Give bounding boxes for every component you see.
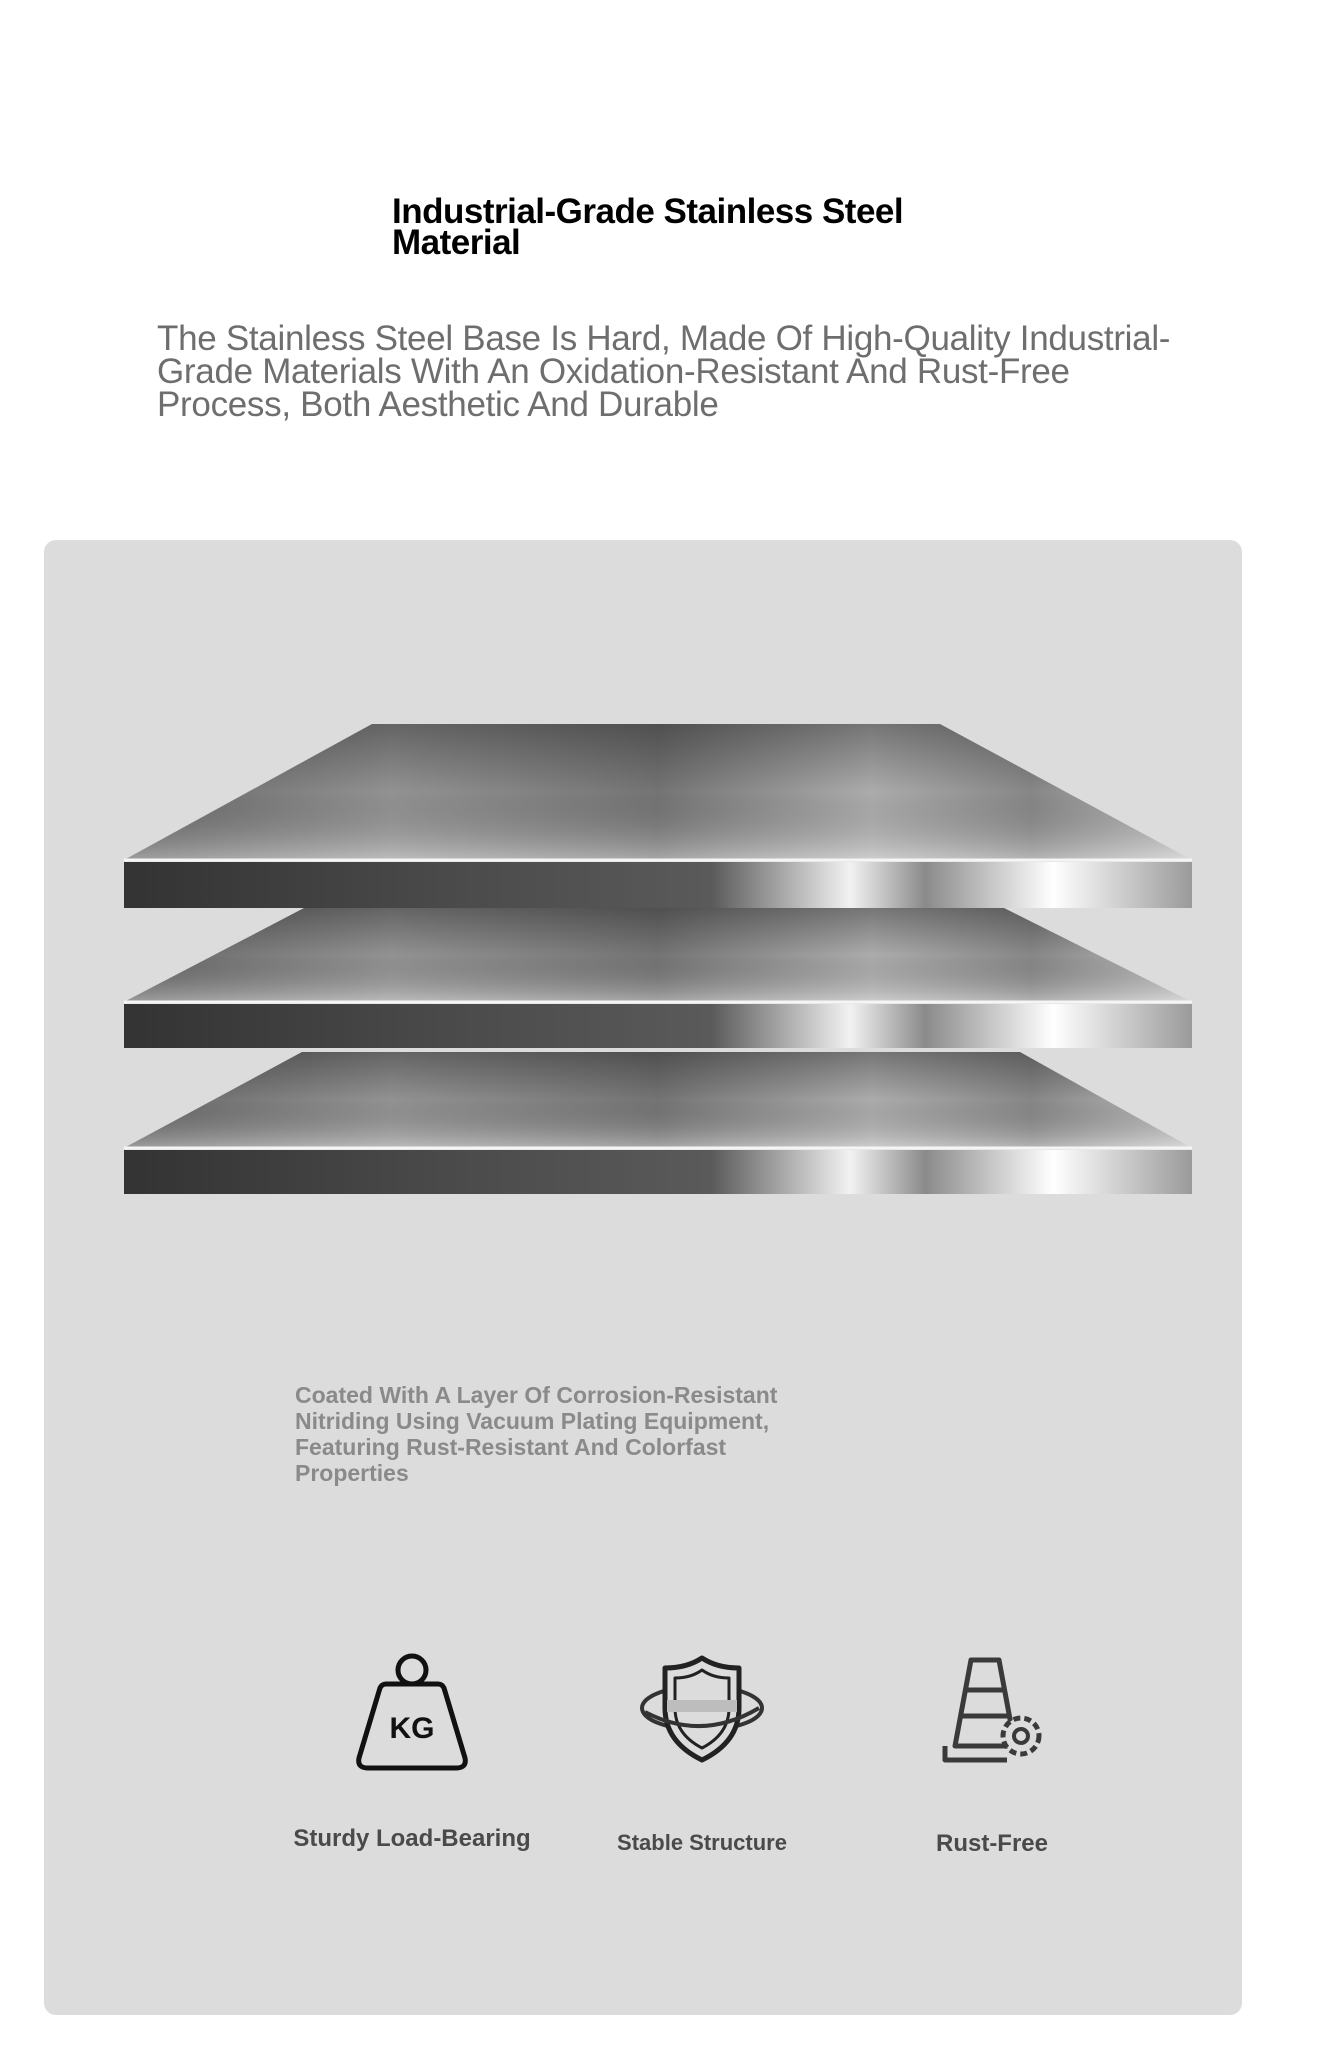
feature-label-load-bearing: Sturdy Load-Bearing: [293, 1825, 531, 1852]
weight-kg-icon: [352, 1650, 472, 1780]
page-title: Industrial-Grade Stainless Steel Material: [392, 192, 904, 262]
material-panel: [44, 540, 1242, 2015]
stainless-steel-plates-illustration: [44, 540, 1242, 1260]
coating-caption: Coated With A Layer Of Corrosion-Resistant Nitriding Using Vacuum Plating Equipment, Featuring Rust-Resistant And Colorfast Properties: [295, 1382, 778, 1486]
shield-icon: [637, 1650, 767, 1770]
feature-label-stable-structure: Stable Structure: [617, 1830, 787, 1855]
feature-rust-free: [842, 1650, 1142, 1857]
weight-icon-text: KG: [389, 1712, 435, 1745]
steel-plate-bottom: [124, 1052, 1192, 1194]
feature-label-rust-free: Rust-Free: [935, 1830, 1049, 1857]
feature-sturdy-load-bearing: [262, 1650, 562, 1852]
steel-plate-top: [124, 724, 1192, 908]
page-subtitle: The Stainless Steel Base Is Hard, Made Of High-Quality Industrial-Grade Materials With An Oxidation-Resistant And Rust-Free Process, Both Aesthetic And Durable: [157, 319, 1171, 424]
steel-plate-middle: [124, 908, 1192, 1048]
feature-stable-structure: [552, 1650, 852, 1855]
traffic-cone-gear-icon: [937, 1650, 1047, 1770]
